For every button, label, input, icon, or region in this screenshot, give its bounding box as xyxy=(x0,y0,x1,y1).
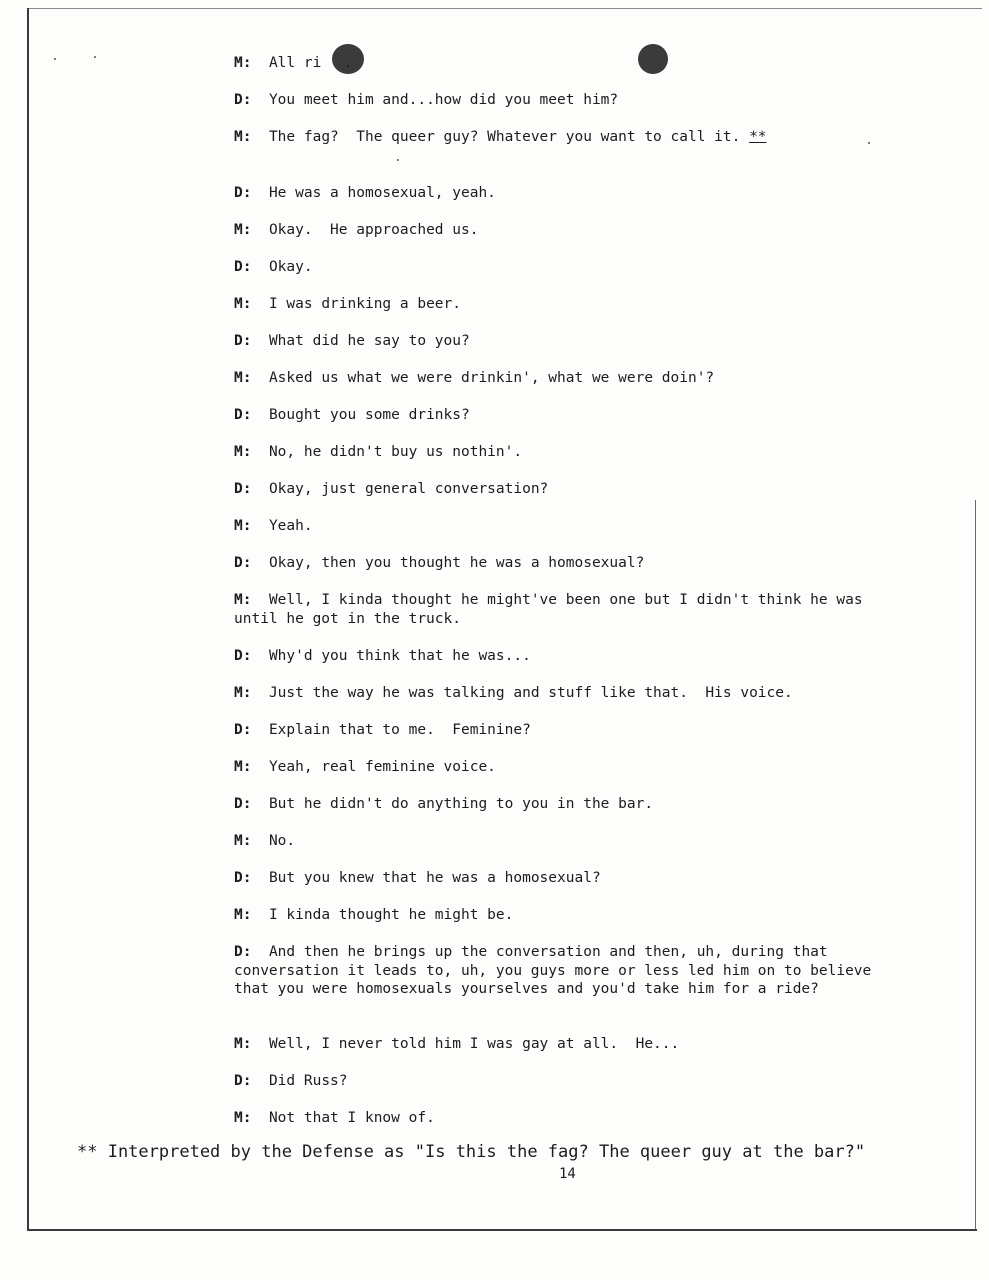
speaker-label: D: xyxy=(234,481,252,497)
line-text: But he didn't do anything to you in the bar. xyxy=(268,796,654,812)
line-text: And then he brings up the conversation and then, uh, during that conversation it leads to, uh, you guys more or less led him on to believe that you were homosexuals yourselves and you'd take him for a ride? xyxy=(234,944,881,997)
speaker-label: M: xyxy=(234,592,252,608)
transcript-line xyxy=(234,869,874,888)
line-text: All ri xyxy=(268,55,322,71)
speaker-label: M: xyxy=(234,907,252,923)
line-text: But you knew that he was a homosexual? xyxy=(268,870,601,886)
speaker-label: D: xyxy=(234,1073,252,1089)
line-text: Well, I never told him I was gay at all. He... xyxy=(268,1036,680,1052)
footnote-marker: ** xyxy=(749,129,767,145)
transcript-line xyxy=(234,91,874,110)
transcript-line xyxy=(234,406,874,425)
line-text: No. xyxy=(268,833,296,849)
line-text: Yeah. xyxy=(268,518,313,534)
line-text: You meet him and...how did you meet him? xyxy=(268,92,619,108)
page-border-top xyxy=(27,8,982,9)
speaker-label: M: xyxy=(234,518,252,534)
line-text: Not that I know of. xyxy=(268,1110,435,1126)
line-text: No, he didn't buy us nothin'. xyxy=(268,444,523,460)
line-text: Okay. He approached us. xyxy=(268,222,479,238)
line-text: Did Russ? xyxy=(268,1073,348,1089)
line-text: He was a homosexual, yeah. xyxy=(268,185,496,201)
line-text: Just the way he was talking and stuff like that. His voice. xyxy=(268,685,793,701)
speaker-label: D: xyxy=(234,259,252,275)
speaker-label: D: xyxy=(234,185,252,201)
transcript-line xyxy=(234,332,874,351)
line-text: What did he say to you? xyxy=(268,333,470,349)
speaker-label: D: xyxy=(234,333,252,349)
speaker-label: M: xyxy=(234,222,252,238)
speaker-label: D: xyxy=(234,722,252,738)
line-text: I was drinking a beer. xyxy=(268,296,461,312)
transcript-line xyxy=(234,443,874,462)
speaker-label: M: xyxy=(234,444,252,460)
speaker-label: M: xyxy=(234,1036,252,1052)
line-text: Asked us what we were drinkin', what we were doin'? xyxy=(268,370,715,386)
scan-speck xyxy=(397,159,399,161)
transcript-line xyxy=(234,554,874,573)
line-text: Bought you some drinks? xyxy=(268,407,470,423)
speaker-label: M: xyxy=(234,685,252,701)
transcript-line xyxy=(234,369,874,388)
line-text: Okay, then you thought he was a homosexual? xyxy=(268,555,645,571)
page-number: 14 xyxy=(559,1166,576,1182)
line-text: I kinda thought he might be. xyxy=(268,907,514,923)
page-border-left xyxy=(27,8,29,1230)
speaker-label: M: xyxy=(234,129,252,145)
speaker-label: M: xyxy=(234,1110,252,1126)
transcript-line xyxy=(234,591,874,628)
line-text: Explain that to me. Feminine? xyxy=(268,722,531,738)
speaker-label: M: xyxy=(234,759,252,775)
transcript-line xyxy=(234,906,874,925)
scan-speck xyxy=(94,56,96,58)
line-text: Why'd you think that he was... xyxy=(268,648,531,664)
transcript-line xyxy=(234,647,874,666)
speaker-label: D: xyxy=(234,648,252,664)
speaker-label: M: xyxy=(234,833,252,849)
speaker-label: D: xyxy=(234,92,252,108)
speaker-label: D: xyxy=(234,944,252,960)
transcript-line xyxy=(234,1109,874,1128)
speaker-label: D: xyxy=(234,796,252,812)
line-text: Okay. xyxy=(268,259,313,275)
speaker-label: D: xyxy=(234,555,252,571)
page-border-bottom xyxy=(27,1229,977,1231)
transcript-line xyxy=(234,128,874,147)
transcript-line xyxy=(234,795,874,814)
line-text: . xyxy=(343,55,353,71)
transcript-line xyxy=(234,480,874,499)
transcript-line xyxy=(234,184,874,203)
transcript-line xyxy=(234,221,874,240)
line-text: Yeah, real feminine voice. xyxy=(268,759,496,775)
line-text: Okay, just general conversation? xyxy=(268,481,549,497)
speaker-label: M: xyxy=(234,55,252,71)
transcript-line xyxy=(234,721,874,740)
transcript-line xyxy=(234,1035,874,1054)
transcript-line xyxy=(234,943,881,999)
transcript-line xyxy=(234,517,874,536)
speaker-label: M: xyxy=(234,296,252,312)
transcript-line xyxy=(234,758,874,777)
transcript-line xyxy=(234,295,874,314)
transcript-line xyxy=(234,54,874,73)
footnote: ** Interpreted by the Defense as "Is this the fag? The queer guy at the bar?" xyxy=(77,1142,866,1162)
speaker-label: D: xyxy=(234,870,252,886)
line-text: The fag? The queer guy? Whatever you want to call it. xyxy=(268,129,750,145)
speaker-label: D: xyxy=(234,407,252,423)
line-text: Well, I kinda thought he might've been one but I didn't think he was until he got in the truck. xyxy=(234,592,872,627)
speaker-label: M: xyxy=(234,370,252,386)
transcript-line xyxy=(234,258,874,277)
scan-speck xyxy=(54,58,56,60)
transcript-line xyxy=(234,832,874,851)
transcript-line xyxy=(234,1072,874,1091)
transcript-line xyxy=(234,684,874,703)
page-border-right xyxy=(975,500,976,1230)
